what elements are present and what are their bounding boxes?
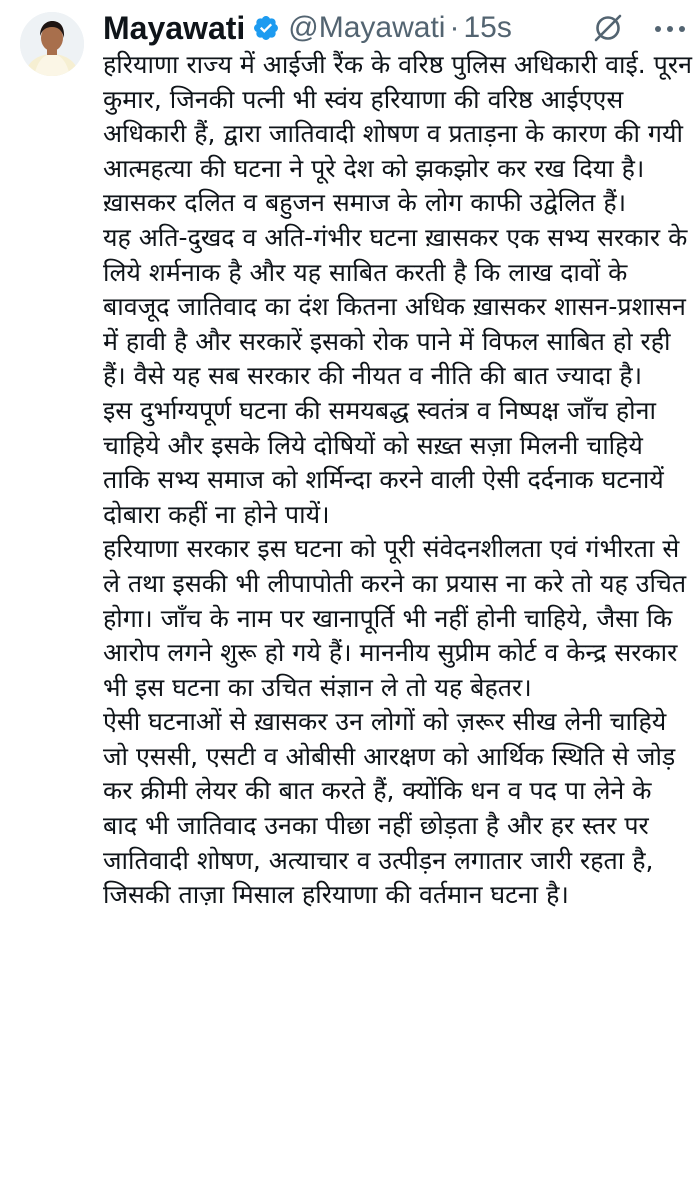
- tweet-header: [103, 6, 512, 50]
- tweet-paragraph: हरियाणा राज्य में आईजी रैंक के वरिष्ठ पुलिस अधिकारी वाई. पूरन कुमार, जिनकी पत्नी भी स्वंय हरियाणा की वरिष्ठ आईएएस अधिकारी हैं, द्वारा जातिवादी शोषण व प्रताड़ना के कारण की गयी आत्महत्या की घटना ने पूरे देश को झकझोर कर रख दिया है। ख़ासकर दलित व बहुजन समाज के लोग काफी उद्वेलित हैं।: [103, 50, 692, 218]
- tweet-text: [103, 48, 693, 913]
- tweet-timestamp[interactable]: 15s: [463, 11, 512, 44]
- tweet-paragraph: ऐसी घटनाओं से ख़ासकर उन लोगों को ज़रूर सीख लेनी चाहिये जो एससी, एसटी व ओबीसी आरक्षण को आर्थिक स्थिति से जोड़ कर क्रीमी लेयर की बात करते हैं, क्योंकि धन व पद पा लेने के बाद भी जातिवाद उनका पीछा नहीं छोड़ता है और हर स्तर पर जातिवादी शोषण, अत्याचार व उत्पीड़न लगातार जारी रहता है, जिसकी ताज़ा मिसाल हरियाणा की वर्तमान घटना है।: [103, 707, 676, 910]
- author-handle[interactable]: @Mayawati: [288, 11, 446, 44]
- more-options-icon[interactable]: [650, 14, 690, 44]
- tweet-paragraph: यह अति-दुखद व अति-गंभीर घटना ख़ासकर एक सभ्य सरकार के लिये शर्मनाक है और यह साबित करती है कि लाख दावों के बावजूद जातिवाद का दंश कितना अधिक ख़ासकर शासन-प्रशासन में हावी है और सरकारें इसको रोक पाने में विफल साबित हो रही हैं। वैसे यह सब सरकार की नीयत व नीति की बात ज्यादा है।: [103, 222, 688, 391]
- separator-dot: ·: [449, 11, 460, 44]
- avatar-image: [20, 12, 84, 76]
- author-name[interactable]: Mayawati: [103, 9, 246, 46]
- tweet-paragraph: हरियाणा सरकार इस घटना को पूरी संवेदनशीलता एवं गंभीरता से ले तथा इसकी भी लीपापोती करने का प्रयास ना करे तो यह उचित होगा। जाँच के नाम पर खानापूर्ति भी नहीं होनी चाहिये, जैसा कि आरोप लगने शुरू हो गये हैं। माननीय सुप्रीम कोर्ट व केन्द्र सरकार भी इस घटना का उचित संज्ञान ले तो यह बेहतर।: [103, 534, 687, 702]
- grok-icon[interactable]: [590, 10, 626, 46]
- tweet-paragraph: इस दुर्भाग्यपूर्ण घटना की समयबद्ध स्वतंत्र व निष्पक्ष जाँच होना चाहिये और इसके लिये दोषियों को सख़्त सज़ा मिलनी चाहिये ताकि सभ्य समाज को शर्मिन्दा करने वाली ऐसी दर्दनाक घटनायें दोबारा कहीं ना होने पायें।: [103, 395, 664, 529]
- avatar[interactable]: [20, 12, 84, 76]
- verified-badge-icon: [252, 14, 280, 42]
